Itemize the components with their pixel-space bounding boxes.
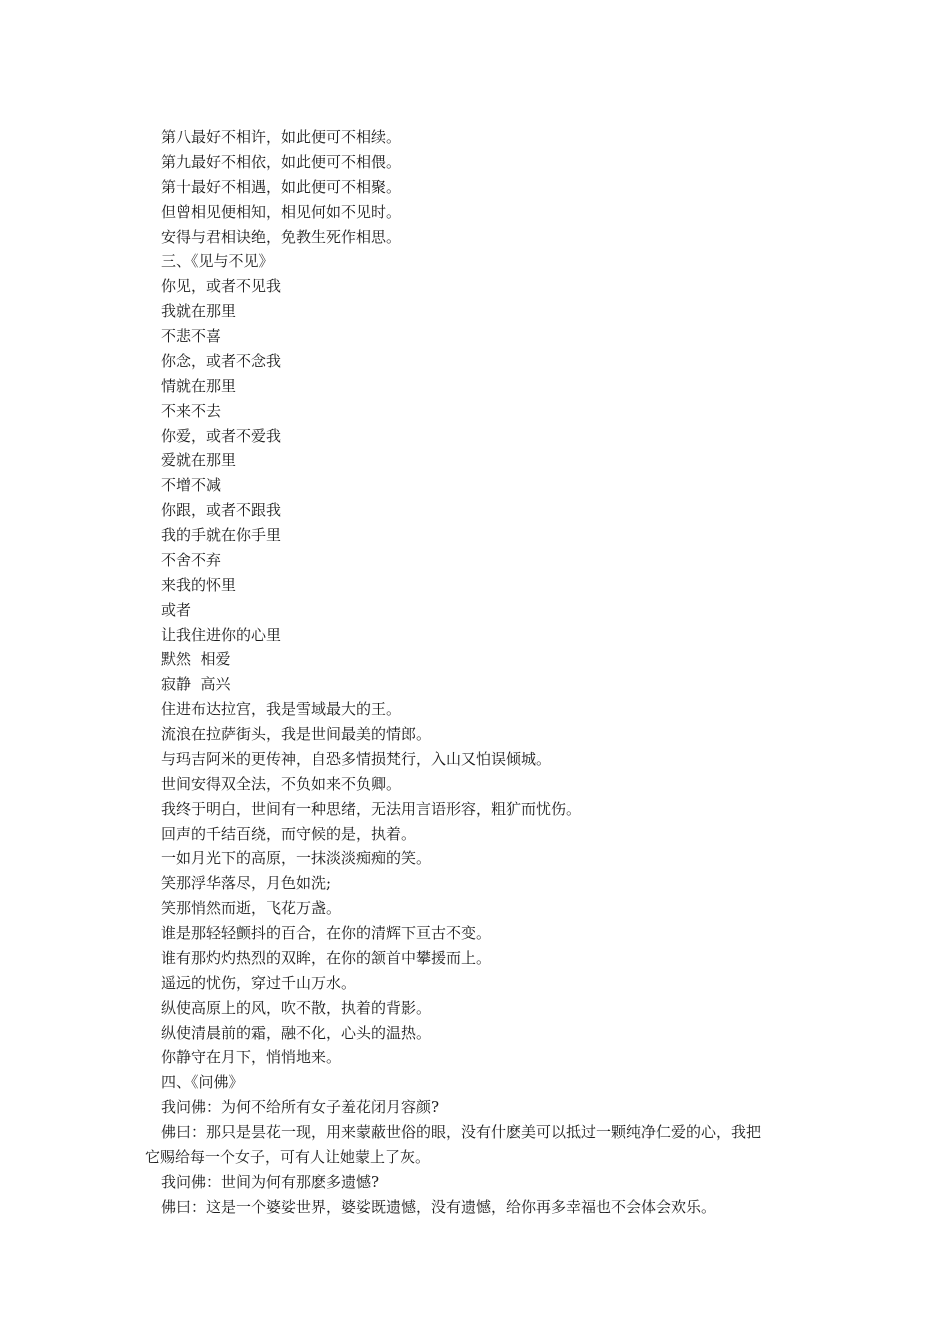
text-line: 第八最好不相许，如此便可不相续。 [161,128,402,146]
text-line: 一如月光下的高原，一抹淡淡痴痴的笑。 [161,849,432,868]
text-line: 住进布达拉宫，我是雪域最大的王。 [161,700,402,719]
text-line: 我的手就在你手里 [161,526,282,544]
text-line: 你念，或者不念我 [161,351,282,370]
text-line: 不舍不弃 [161,550,222,569]
text-line: 谁有那灼灼热烈的双眸，在你的颔首中攀援而上。 [161,948,492,967]
text-line: 笑那悄然而逝，飞花万盏。 [161,899,342,918]
text-line: 谁是那轻轻颤抖的百合，在你的清辉下亘古不变。 [161,924,492,942]
text-line: 你爱，或者不爱我 [161,426,282,445]
text-line: 佛曰：那只是昙花一现，用来蒙蔽世俗的眼，没有什麽美可以抵过一颗纯净仁爱的心，我把 [161,1123,762,1141]
text-line: 或者 [161,600,192,619]
text-line: 默然 相爱 [161,650,231,669]
text-line: 第十最好不相遇，如此便可不相聚。 [161,177,402,196]
text-line: 来我的怀里 [161,575,237,594]
text-line: 你见，或者不见我 [161,277,282,296]
text-line: 你静守在月下，悄悄地来。 [161,1048,342,1067]
text-line: 笑那浮华落尽，月色如洗; [161,874,332,893]
section-heading: 三、《见与不见》 [161,252,274,271]
text-line: 不来不去 [161,401,222,420]
text-line: 遥远的忧伤，穿过千山万水。 [161,973,357,992]
text-line: 回声的千结百绕，而守候的是，执着。 [161,824,417,843]
document-body [145,125,805,1220]
text-line: 不悲不喜 [161,327,222,345]
text-line: 我就在那里 [161,302,237,321]
text-line: 你跟，或者不跟我 [161,501,282,520]
text-line: 不增不减 [161,476,222,495]
text-line: 我问佛：世间为何有那麽多遗憾? [161,1172,380,1191]
text-line: 与玛吉阿米的更传神，自恐多情损梵行，入山又怕误倾城。 [161,749,552,768]
text-line: 纵使高原上的风，吹不散，执着的背影。 [161,998,432,1017]
text-line: 流浪在拉萨街头，我是世间最美的情郎。 [161,725,432,743]
text-line: 爱就在那里 [161,451,237,470]
text-line: 佛曰：这是一个婆娑世界，婆娑既遗憾，没有遗憾，给你再多幸福也不会体会欢乐。 [161,1197,717,1216]
section-heading: 四、《问佛》 [161,1073,244,1092]
text-line: 我终于明白，世间有一种思绪，无法用言语形容，粗犷而忧伤。 [161,799,582,818]
text-line: 我问佛：为何不给所有女子羞花闭月容颜? [161,1098,440,1117]
text-line: 寂静 高兴 [161,675,231,694]
text-line: 安得与君相诀绝，免教生死作相思。 [161,227,402,246]
text-line: 它赐给每一个女子，可有人让她蒙上了灰。 [145,1147,431,1166]
text-line: 让我住进你的心里 [161,625,282,644]
text-line: 纵使清晨前的霜，融不化，心头的温热。 [161,1023,432,1042]
text-line: 情就在那里 [161,376,237,395]
text-line: 但曾相见便相知，相见何如不见时。 [161,202,402,221]
text-line: 世间安得双全法，不负如来不负卿。 [161,774,402,793]
text-line: 第九最好不相依，如此便可不相偎。 [161,152,402,171]
